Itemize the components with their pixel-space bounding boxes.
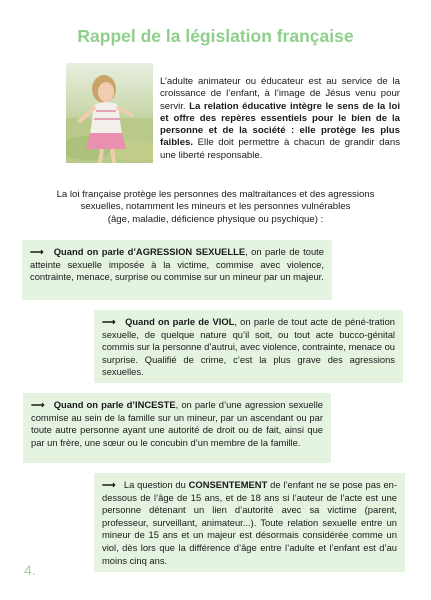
- box-heading-term: VIOL: [212, 316, 235, 327]
- box-heading-prefix: Quand on parle de: [125, 316, 213, 327]
- arrow-icon: ⟶: [102, 479, 116, 490]
- box-heading-term: INCESTE: [134, 399, 176, 410]
- box-consentement: [94, 473, 405, 572]
- box-heading-prefix: Quand on parle d’: [53, 399, 135, 410]
- box-prefix: La question du: [123, 479, 189, 490]
- box-inceste: [23, 393, 331, 463]
- page-title: Rappel de la législation française: [77, 26, 354, 46]
- law-line-2: sexuelles, notamment les mineurs et les personnes vulnérables: [80, 201, 351, 213]
- law-paragraph: [30, 189, 401, 226]
- arrow-icon: ⟶: [102, 316, 116, 327]
- intro-text-1: L’adulte animateur ou éducateur est au service de la croissance de l’enfant, à l’image de Jésus venu pour servir.: [160, 76, 400, 112]
- box-heading-prefix: Quand on parle d’: [53, 246, 136, 257]
- page-number: 4.: [24, 562, 36, 578]
- box-body: , on parle d’une agression sexuelle commise au sein de la famille sur un mineur, par un ascendant ou par toute autre personne ayant une autorité de droit ou de fait, ainsi que par un frère, une sœur ou le concubin d’un membre de la famille.: [31, 399, 323, 448]
- box-body: de l’enfant ne se pose pas en-dessous de l’âge de 15 ans, et de 18 ans si l’auteur de l’acte est une personne détenant un lien d’autorité avec sa victime (parent, professeur, surveillant, animateur...). Toute relation sexuelle entre un mineur de 15 ans et un majeur est désormais considérée comme un viol, dès lors que la différence d’âge entre l’adulte et l’enfant est d’au moins cinq ans.: [102, 479, 397, 566]
- intro-paragraph: [160, 76, 400, 162]
- box-body: , on parle de toute atteinte sexuelle imposée à la victime, commise avec violence, contrainte, menace, surprise ou commise sur un mineur par un majeur.: [30, 246, 324, 283]
- child-photo: [66, 63, 153, 163]
- box-viol: [94, 310, 403, 383]
- law-line-3: (âge, maladie, déficience physique ou psychique) :: [107, 213, 324, 225]
- arrow-icon: ⟶: [31, 399, 45, 410]
- box-heading-term: CONSENTEMENT: [188, 479, 268, 490]
- box-agression-sexuelle: [22, 240, 332, 300]
- law-line-1: La loi française protège les personnes des maltraitances et des agressions: [56, 189, 375, 200]
- intro-text-3: Elle doit permettre à chacun de grandir dans une liberté responsable.: [160, 137, 400, 161]
- box-body: , on parle de tout acte de péné-tration sexuelle, de quelque nature qu’il soit, ou tout acte bucco-génital commis sur la personne d’autrui, avec violence, contrainte, menace ou surprise. Qualifié de crime, c’est la plus grave des agressions sexuelles.: [102, 316, 395, 378]
- arrow-icon: ⟶: [30, 246, 44, 257]
- intro-text-bold: La relation éducative intègre le sens de la loi et offre des repères essentiels pour le bien de la personne et de la société : elle protège les plus faibles.: [160, 100, 400, 149]
- box-heading-term: AGRESSION SEXUELLE: [135, 246, 246, 257]
